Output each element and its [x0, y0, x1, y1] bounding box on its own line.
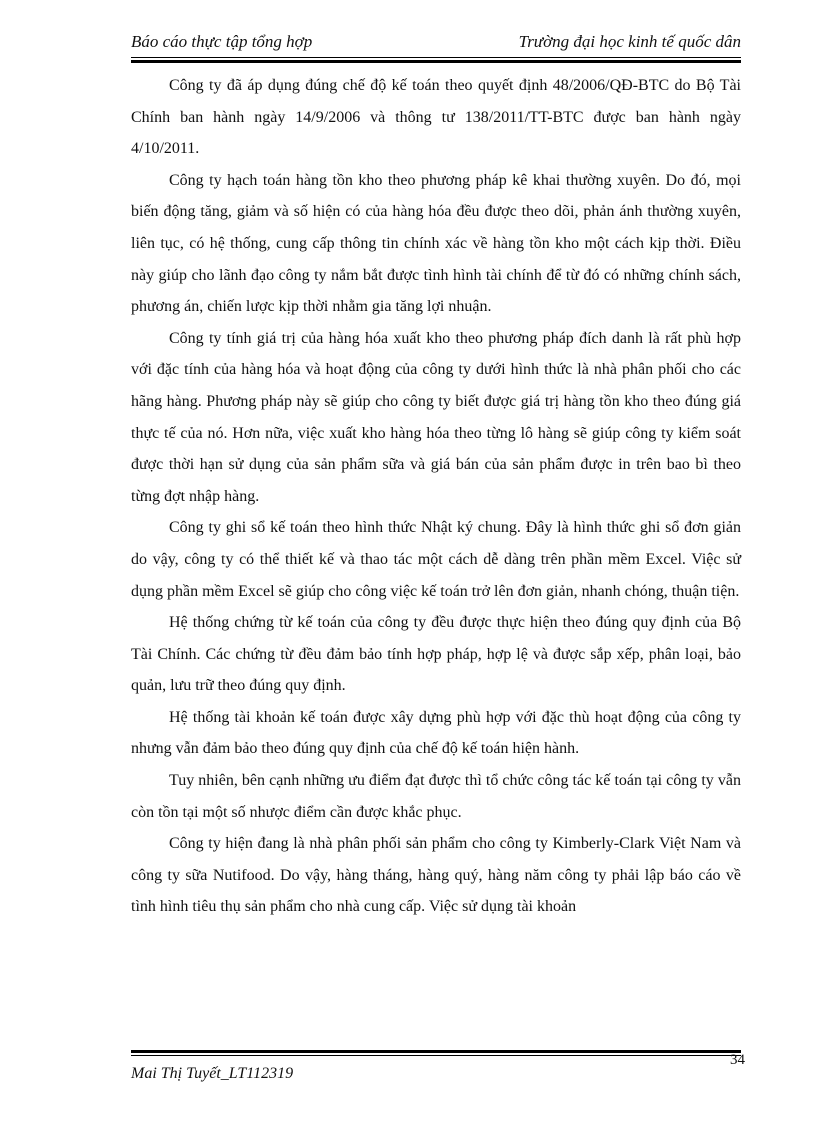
header-divider-thick [131, 60, 741, 63]
header-report-title: Báo cáo thực tập tổng hợp [131, 32, 313, 51]
header-divider-thin [131, 57, 741, 58]
footer-divider-thick [131, 1050, 741, 1053]
paragraph-limitations: Tuy nhiên, bên cạnh những ưu điểm đạt được thì tổ chức công tác kế toán tại công ty vẫn còn tồn tại một số nhược điểm cần được khắc phục. [131, 772, 741, 821]
paragraph-accounts-system: Hệ thống tài khoản kế toán được xây dựng phù hợp với đặc thù hoạt động của công ty nhưng vẫn đảm bảo theo đúng quy định của chế độ kế toán hiện hành. [131, 708, 741, 758]
paragraph-distributor: Công ty hiện đang là nhà phân phối sản phẩm cho công ty Kimberly-Clark Việt Nam và công ty sữa Nutifood. Do vậy, hàng tháng, hàng quý, hàng năm công ty phải lập báo cáo về tình hình tiêu thụ sản phẩm cho nhà cung cấp. Việc sử dụng tài khoản [131, 835, 741, 916]
footer-author: Mai Thị Tuyết_LT112319 [131, 1065, 294, 1082]
paragraph-bookkeeping-form: Công ty ghi sổ kế toán theo hình thức Nhật ký chung. Đây là hình thức ghi sổ đơn giản do vậy, công ty có thể thiết kế và thao tác một cách dễ dàng trên phần mềm Excel. Việc sử dụng phần mềm Excel sẽ giúp cho công việc kế toán trở lên đơn giản, nhanh chóng, thuận tiện. [131, 519, 741, 600]
paragraph-inventory-method: Công ty hạch toán hàng tồn kho theo phương pháp kê khai thường xuyên. Do đó, mọi biến động tăng, giảm và số hiện có của hàng hóa đều được theo dõi, phản ánh thường xuyên, liên tục, có hệ thống, cung cấp thông tin chính xác về hàng tồn kho một cách kịp thời. Điều này giúp cho lãnh đạo công ty nắm bắt được tình hình tài chính để từ đó có những chính sách, phương án, chiến lược kịp thời nhằm gia tăng lợi nhuận. [131, 171, 741, 316]
page-header [131, 26, 741, 56]
footer-divider-thin [131, 1055, 741, 1056]
paragraph-valuation-method: Công ty tính giá trị của hàng hóa xuất kho theo phương pháp đích danh là rất phù hợp với đặc tính của hàng hóa và hoạt động của công ty dưới hình thức là nhà phân phối cho các hãng hàng. Phương pháp này sẽ giúp cho công ty biết được giá trị hàng tồn kho theo đúng giá thực tế của nó. Hơn nữa, việc xuất kho hàng hóa theo từng lô hàng sẽ giúp công ty kiểm soát được thời hạn sử dụng của sản phẩm sữa và giá bán của sản phẩm được in trên bao bì theo từng đợt nhập hàng. [131, 329, 741, 505]
page-footer [131, 1050, 745, 1090]
header-university: Trường đại học kinh tế quốc dân [518, 32, 741, 51]
document-body [131, 70, 741, 923]
paragraph-accounting-regime: Công ty đã áp dụng đúng chế độ kế toán theo quyết định 48/2006/QĐ-BTC do Bộ Tài Chính ban hành ngày 14/9/2006 và thông tư 138/2011/TT-BTC được ban hành ngày 4/10/2011. [131, 77, 741, 158]
page-number: 34 [730, 1052, 745, 1068]
paragraph-documents-system: Hệ thống chứng từ kế toán của công ty đều được thực hiện theo đúng quy định của Bộ Tài Chính. Các chứng từ đều đảm bảo tính hợp pháp, hợp lệ và được sắp xếp, phân loại, bảo quản, lưu trữ theo đúng quy định. [131, 614, 741, 695]
